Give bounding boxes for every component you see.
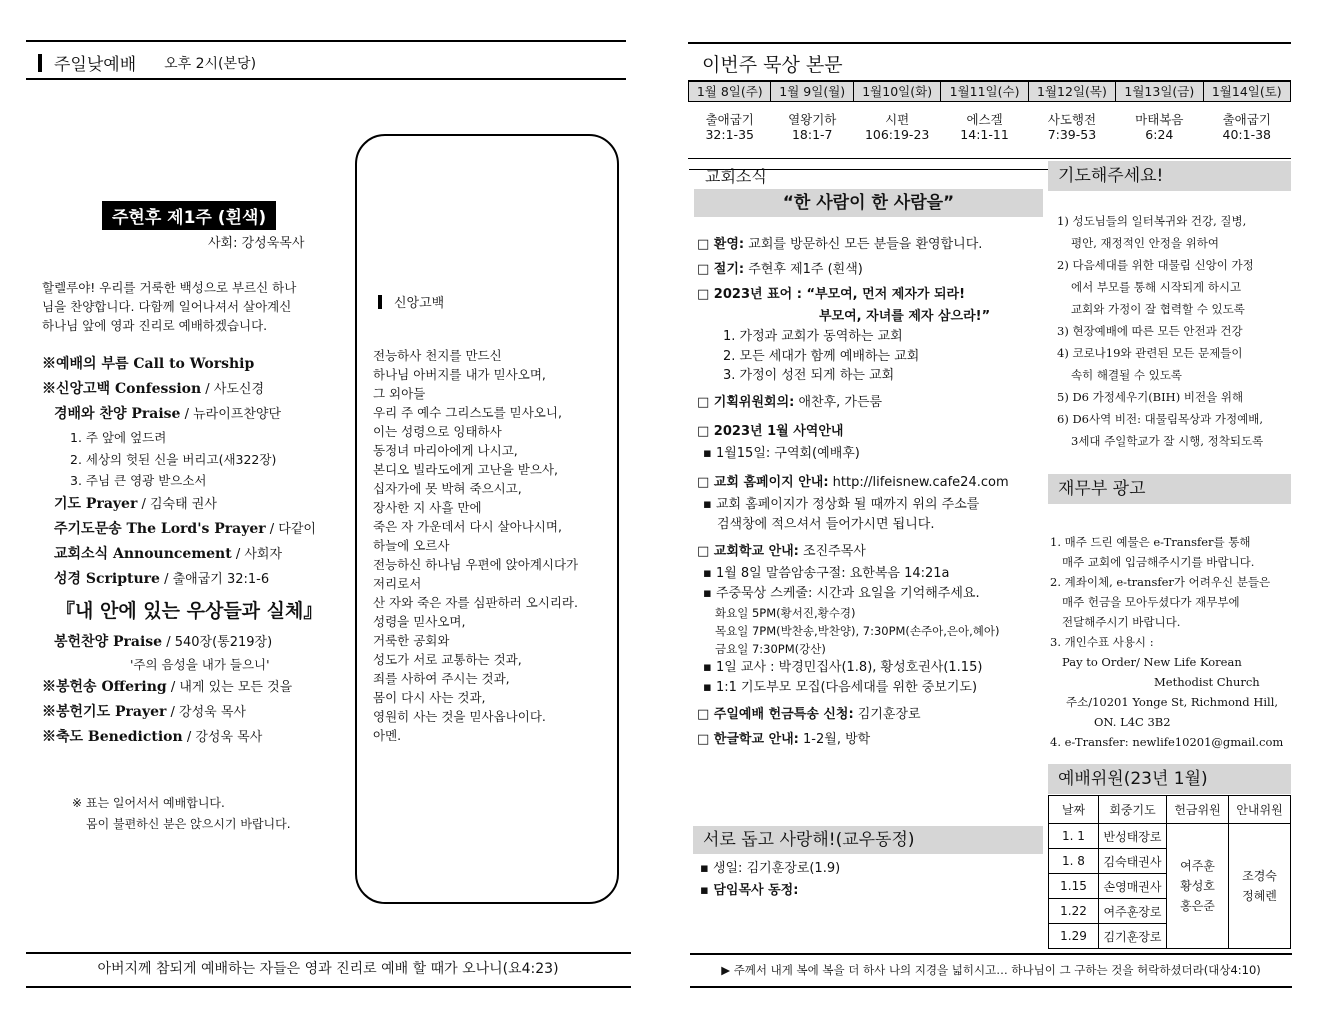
offering-team: 여주훈 황성호 홍은준	[1167, 824, 1229, 949]
duty-date: 1. 1	[1049, 824, 1099, 849]
schedule-passage: 에스겔 14:1-11	[941, 101, 1028, 169]
duty-date: 1.15	[1049, 874, 1099, 899]
duty-prayer: 여주훈장로	[1099, 899, 1167, 924]
creed-text	[373, 346, 613, 745]
schedule-passage: 출애굽기 32:1-35	[689, 101, 771, 169]
schedule-passage: 마태복음 6:24	[1116, 101, 1203, 169]
prayer-title: 기도해주세요!	[1048, 161, 1291, 191]
creed-line: 아멘.	[373, 728, 402, 743]
creed-line: 성령을 믿사오며,	[373, 614, 466, 629]
finance-item: 2. 계좌이체, e-transfer가 어려우신 분들은	[1050, 575, 1271, 589]
creed-line: 죄를 사하여 주시는 것과,	[373, 671, 510, 686]
creed-line: 몸이 다시 사는 것과,	[373, 690, 486, 705]
schedule-day: 1월12일(목)	[1028, 81, 1115, 101]
schedule-rule	[688, 158, 1291, 159]
schedule-day: 1월 8일(주)	[689, 81, 771, 101]
service-title: 주일낮예배	[54, 55, 137, 75]
duty-header: 회중기도	[1099, 796, 1167, 824]
creed-line: 본디오 빌라도에게 고난을 받으사,	[373, 462, 558, 477]
leader: 사회: 강성욱목사	[208, 236, 305, 251]
right-bottom-rule	[690, 986, 1292, 988]
meditation-schedule	[688, 80, 1291, 170]
right-bottom-rule-top	[690, 953, 1292, 955]
bottom-rule-top	[26, 952, 631, 954]
order-item: ※봉헌기도 Prayer / 강성욱 목사	[42, 703, 246, 720]
creed-line: 전능하신 하나님 우편에 앉아계시다가	[373, 557, 579, 572]
hymn-note: '주의 음성을 내가 들으니'	[130, 656, 270, 672]
schedule-day: 1월14일(토)	[1203, 81, 1290, 101]
worship-order	[42, 352, 342, 750]
news-title: 교회소식	[705, 167, 767, 186]
prayer-item: 1) 성도님들의 일터복귀와 건강, 질병,	[1057, 214, 1247, 228]
schedule-day: 1월 9일(월)	[771, 81, 853, 101]
bottom-verse-right: ▶ 주께서 내게 복에 복을 더 하사 나의 지경을 넓히시고… 하나님이 그 구하는 것을 허락하셨더라(대상4:10)	[721, 963, 1261, 977]
duty-prayer: 김숙태권사	[1099, 849, 1167, 874]
prayer-item: 평안, 재정적인 안정을 위하여	[1071, 236, 1219, 250]
prayer-item: 5) D6 가정세우기(BIH) 비전을 위해	[1057, 390, 1244, 404]
help-title: 서로 돕고 사랑해!(교우동정)	[693, 826, 1043, 854]
duty-date: 1.29	[1049, 924, 1099, 949]
finance-item: Pay to Order/ New Life Korean	[1062, 655, 1242, 669]
creed-line: 산 자와 죽은 자를 심판하러 오시리라.	[373, 595, 578, 610]
finance-item: 3. 개인수표 사용시 :	[1050, 635, 1154, 649]
finance-item: 1. 매주 드린 예물은 e-Transfer를 통해	[1050, 535, 1251, 549]
order-item: 교회소식 Announcement / 사회자	[54, 545, 283, 562]
schedule-passage: 출애굽기 40:1-38	[1203, 101, 1290, 169]
duty-prayer: 손영매권사	[1099, 874, 1167, 899]
right-top-rule	[688, 42, 1291, 44]
meditation-title: 이번주 묵상 본문	[702, 54, 843, 76]
intro-text: 할렐루야! 우리를 거룩한 백성으로 부르신 하나 님을 찬양합니다. 다함께 일어나셔서 살아계신 하나님 앞에 영과 진리로 예배하겠습니다.	[42, 280, 297, 333]
bottom-verse: 아버지께 참되게 예배하는 자들은 영과 진리로 예배 할 때가 오나니(요4:23)	[97, 961, 559, 977]
top-rule	[26, 40, 626, 42]
creed-line: 하나님 아버지를 내가 믿사오며,	[373, 367, 546, 382]
service-time: 오후 2시(본당)	[164, 55, 257, 72]
creed-line: 이는 성령으로 잉태하사	[373, 424, 502, 439]
schedule-passage: 사도행전 7:39-53	[1028, 101, 1115, 169]
schedule-day: 1월11일(수)	[941, 81, 1028, 101]
finance-title: 재무부 광고	[1048, 474, 1291, 504]
duty-prayer: 반성태장로	[1099, 824, 1167, 849]
praise-song: 2. 세상의 헛된 신을 버리고(새322장)	[70, 451, 277, 467]
prayer-item: 3) 현장예배에 따른 모든 안전과 건강	[1057, 324, 1243, 338]
finance-item: 매주 헌금을 모아두셨다가 재무부에	[1062, 595, 1240, 609]
prayer-item: 속히 해결될 수 있도록	[1071, 368, 1182, 382]
schedule-passage: 열왕기하 18:1-7	[771, 101, 853, 169]
prayer-item: 에서 부모를 통해 시작되게 하시고	[1071, 280, 1242, 294]
order-item: ※축도 Benediction / 강성욱 목사	[42, 728, 263, 745]
praise-song: 3. 주님 큰 영광 받으소서	[70, 473, 207, 488]
prayer-item: 교회와 가정이 잘 협력할 수 있도록	[1071, 302, 1245, 316]
creed-title: 신앙고백	[378, 292, 444, 311]
prayer-item: 6) D6사역 비전: 대물림목상과 가정예배,	[1057, 412, 1264, 426]
creed-line: 십자가에 못 박혀 죽으시고,	[373, 481, 522, 496]
order-item: 주기도문송 The Lord's Prayer / 다같이	[54, 520, 316, 537]
prayer-list	[1057, 210, 1291, 452]
creed-line: 동정녀 마리아에게 나시고,	[373, 443, 518, 458]
duty-title: 예배위원(23년 1월)	[1048, 764, 1291, 794]
duty-prayer: 김기훈장로	[1099, 924, 1167, 949]
duty-date: 1.22	[1049, 899, 1099, 924]
sermon-title: 『내 안에 있는 우상들과 실체』	[56, 599, 323, 622]
service-header	[38, 50, 256, 75]
finance-item: 4. e-Transfer: newlife10201@gmail.com	[1050, 735, 1284, 749]
duty-date: 1. 8	[1049, 849, 1099, 874]
creed-line: 죽은 자 가운데서 다시 살아나시며,	[373, 519, 562, 534]
schedule-passage: 시편 106:19-23	[853, 101, 940, 169]
creed-line: 그 외아들	[373, 386, 426, 401]
order-item: 성경 Scripture / 출애굽기 32:1-6	[54, 570, 270, 587]
order-item: ※신앙고백 Confession / 사도신경	[42, 381, 265, 397]
finance-item: 매주 교회에 입금해주시기를 바랍니다.	[1062, 555, 1255, 569]
schedule-day: 1월10일(화)	[853, 81, 940, 101]
finance-item: ON. L4C 3B2	[1094, 715, 1171, 729]
finance-item: 전달해주시기 바랍니다.	[1062, 615, 1181, 629]
prayer-item: 3세대 주일학교가 잘 시행, 정착되도록	[1071, 434, 1264, 448]
header-bar	[38, 54, 42, 72]
usher-team: 조경숙 정혜렌	[1229, 824, 1291, 949]
prayer-item: 4) 코로나19와 관련된 모든 문제들이	[1057, 346, 1243, 360]
order-item: 기도 Prayer / 김숙태 권사	[54, 495, 217, 512]
creed-line: 우리 주 예수 그리스도를 믿사오니,	[373, 405, 562, 420]
season-badge: 주현후 제1주 (흰색)	[102, 201, 276, 230]
creed-line: 장사한 지 사흘 만에	[373, 500, 482, 515]
duty-header: 날짜	[1049, 796, 1099, 824]
duty-header: 헌금위원	[1167, 796, 1229, 824]
prayer-item: 2) 다음세대를 위한 대물림 신앙이 가정	[1057, 258, 1254, 272]
creed-line: 거룩한 공회와	[373, 633, 450, 648]
schedule-day: 1월13일(금)	[1116, 81, 1203, 101]
praise-song: 1. 주 앞에 엎드려	[70, 430, 167, 445]
order-item: ※예배의 부름 Call to Worship	[42, 356, 255, 372]
order-item: 경배와 찬양 Praise / 뉴라이프찬양단	[54, 406, 282, 422]
finance-item: Methodist Church	[1154, 675, 1260, 689]
duty-header: 안내위원	[1229, 796, 1291, 824]
creed-line: 성도가 서로 교통하는 것과,	[373, 652, 522, 667]
creed-line: 하늘에 오르사	[373, 538, 450, 553]
bottom-rule	[26, 986, 631, 988]
news-banner: “한 사람이 한 사람을”	[694, 189, 1043, 217]
duty-table	[1048, 795, 1291, 949]
finance-list	[1050, 532, 1292, 752]
header-rule	[26, 78, 626, 80]
help-list: ▪ 생일: 김기훈장로(1.9) ▪ 담임목사 동정:	[700, 861, 841, 898]
footnote: ※ 표는 일어서서 예배합니다. 몸이 불편하신 분은 앉으시기 바랍니다.	[72, 796, 291, 831]
creed-line: 전능하사 천지를 만드신	[373, 348, 502, 363]
order-item: ※봉헌송 Offering / 내게 있는 모든 것을	[42, 678, 293, 695]
order-item: 봉헌찬양 Praise / 540장(통219장)	[54, 633, 273, 650]
news-list: □ 환영: 교회를 방문하신 모든 분들을 환영합니다. □ 절기: 주현후 제1주 (흰색) □ 2023년 표어 : “부모여, 먼저 제자가 되라! 부모여, 자녀를 제자 삼으라!” 1. 가정과 교회가 동역하는 교회 2. 모든 세대가 함께 예배하는 교회 3. 가정이 성전 되게 하는 교회 □ 기획위원회의: 애찬후, 가든룸 □ 2023년 1월 사역안내 ▪ 1월15일: 구역회(예배후) □ 교회 홈페이지 안내: http://lifeisnew.cafe24.com ▪ 교회 홈페이지가 정상화 될 때까지 위의 주소를 검색창에 적으셔서 들어가시면 됩니다. □ 교회학교 안내: 조진주목사 ▪ 1월 8일 말씀암송구절: 요한복음 14:21a ▪ 주중묵상 스케줄: 시간과 요일을 기억해주세요. 화요일 5PM(황서진,황수경) 목요일 7PM(박찬송,박찬양), 7:30PM(손주아,은아,혜아) 금요일 7:30PM(강산) ▪ 1일 교사 : 박경민집사(1.8), 황성호권사(1.15) ▪ 1:1 기도부모 모집(다음세대를 위한 중보기도) □ 주일예배 헌금특송 신청: 김기훈장로 □ 한글학교 안내: 1-2월, 방학	[697, 237, 1009, 747]
finance-item: 주소/10201 Yonge St, Richmond Hill,	[1066, 695, 1279, 709]
creed-line: 영원히 사는 것을 믿사옵나이다.	[373, 709, 546, 724]
creed-line: 저리로서	[373, 576, 422, 591]
